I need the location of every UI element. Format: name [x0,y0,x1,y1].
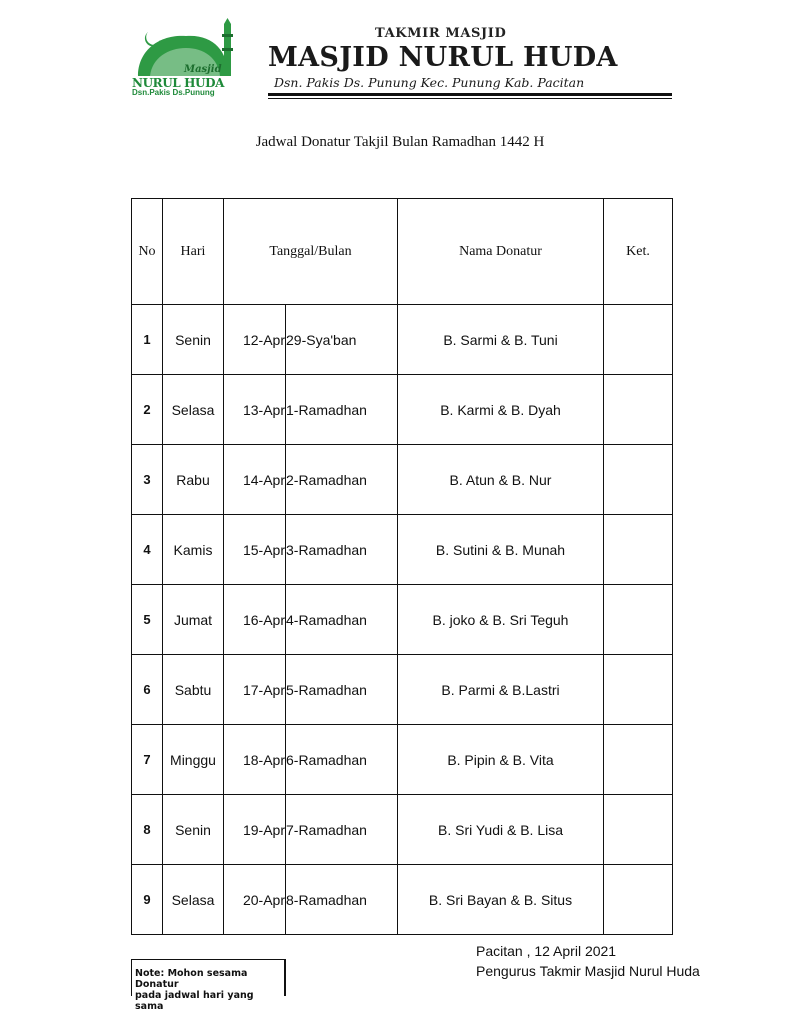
header-day: Hari [163,199,224,305]
table-row [132,585,673,655]
header-note: Ket. [604,199,673,305]
row-hijri-date: 7-Ramadhan [286,795,398,865]
row-hijri-date: 1-Ramadhan [286,375,398,445]
row-hijri-date: 4-Ramadhan [286,585,398,655]
row-date: 20-Apr [224,865,286,935]
row-note [604,585,673,655]
row-number: 3 [132,445,163,515]
header-donor: Nama Donatur [398,199,604,305]
row-number: 1 [132,305,163,375]
org-name: MASJID NURUL HUDA [268,42,618,73]
row-donor: B. Sri Yudi & B. Lisa [398,795,604,865]
header-date: Tanggal/Bulan [224,199,398,305]
row-day: Senin [163,795,224,865]
row-donor: B. Atun & B. Nur [398,445,604,515]
row-day: Sabtu [163,655,224,725]
row-note [604,725,673,795]
row-note [604,515,673,585]
letterhead [130,18,675,103]
table-header-row [132,199,673,305]
signature-role: Pengurus Takmir Masjid Nurul Huda [476,963,700,979]
letterhead-rule-thin [268,98,672,99]
row-date: 16-Apr [224,585,286,655]
row-donor: B. Sarmi & B. Tuni [398,305,604,375]
note-box [131,959,286,1012]
table-row [132,795,673,865]
logo-script-text: Masjid [184,64,222,75]
signature-place-date: Pacitan , 12 April 2021 [476,943,617,959]
logo-location-text: Dsn.Pakis Ds.Punung [132,88,215,97]
row-hijri-date: 2-Ramadhan [286,445,398,515]
row-date: 13-Apr [224,375,286,445]
row-hijri-date: 5-Ramadhan [286,655,398,725]
row-hijri-date: 29-Sya'ban [286,305,398,375]
row-date: 18-Apr [224,725,286,795]
row-number: 4 [132,515,163,585]
row-day: Kamis [163,515,224,585]
table-row [132,375,673,445]
row-donor: B. Pipin & B. Vita [398,725,604,795]
row-day: Jumat [163,585,224,655]
table-row [132,445,673,515]
row-number: 2 [132,375,163,445]
row-note [604,375,673,445]
row-date: 12-Apr [224,305,286,375]
row-hijri-date: 6-Ramadhan [286,725,398,795]
row-note [604,795,673,865]
table-row [132,725,673,795]
logo-name-text: NURUL HUDA [132,76,225,90]
org-subtitle: TAKMIR MASJID [375,26,507,41]
row-donor: B. Karmi & B. Dyah [398,375,604,445]
row-day: Selasa [163,375,224,445]
row-day: Minggu [163,725,224,795]
mosque-logo [130,20,238,96]
row-number: 7 [132,725,163,795]
row-note [604,445,673,515]
row-donor: B. joko & B. Sri Teguh [398,585,604,655]
row-number: 6 [132,655,163,725]
row-hijri-date: 8-Ramadhan [286,865,398,935]
note-line-1: Note: Mohon sesama Donatur [135,968,248,990]
row-number: 5 [132,585,163,655]
row-number: 8 [132,795,163,865]
table-row [132,655,673,725]
row-donor: B. Sutini & B. Munah [398,515,604,585]
header-no: No [132,199,163,305]
note-line-2: pada jadwal hari yang sama [135,990,254,1012]
row-day: Selasa [163,865,224,935]
document-title: Jadwal Donatur Takjil Bulan Ramadhan 1442 H [255,134,545,150]
table-row [132,865,673,935]
row-day: Senin [163,305,224,375]
row-day: Rabu [163,445,224,515]
row-date: 19-Apr [224,795,286,865]
row-date: 14-Apr [224,445,286,515]
table-row [132,515,673,585]
table-row [132,305,673,375]
row-date: 17-Apr [224,655,286,725]
org-address: Dsn. Pakis Ds. Punung Kec. Punung Kab. Pacitan [274,75,585,90]
row-donor: B. Parmi & B.Lastri [398,655,604,725]
donor-schedule-table [131,198,673,935]
row-hijri-date: 3-Ramadhan [286,515,398,585]
row-donor: B. Sri Bayan & B. Situs [398,865,604,935]
row-note [604,305,673,375]
row-number: 9 [132,865,163,935]
letterhead-rule-thick [268,93,672,96]
row-note [604,655,673,725]
row-date: 15-Apr [224,515,286,585]
row-note [604,865,673,935]
